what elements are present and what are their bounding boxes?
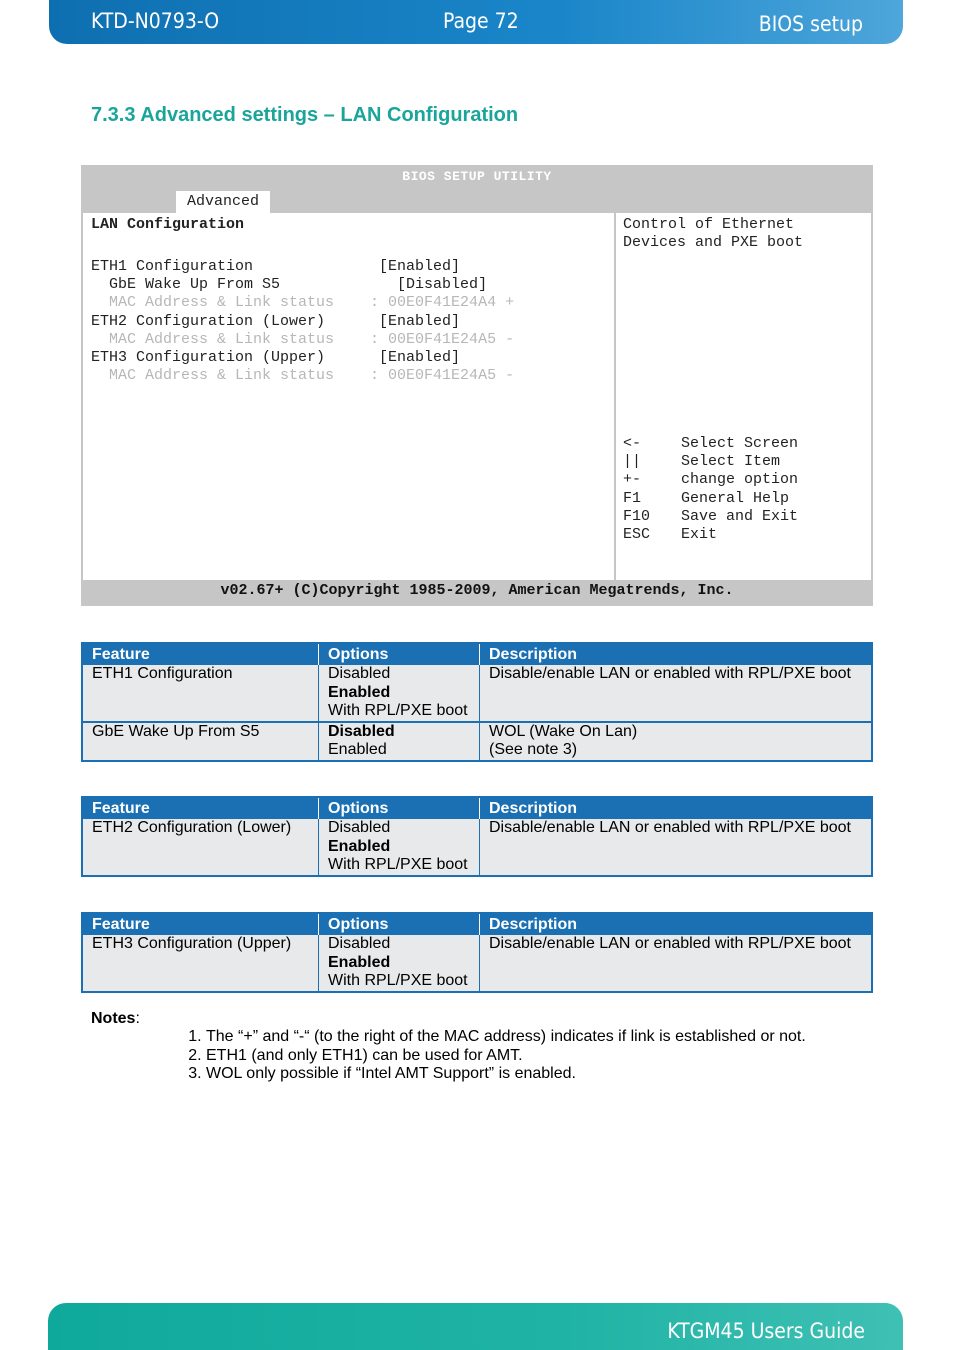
description-cell: [480, 722, 873, 761]
bios-settings-panel: [83, 213, 614, 580]
tab-advanced: Advanced: [176, 191, 270, 213]
page-header-bar: [49, 0, 903, 44]
page-footer-bar: [48, 1303, 903, 1350]
doc-id: KTD-N0793-O: [91, 9, 220, 33]
bios-setting-item[interactable]: ETH3 Configuration (Upper) [Enabled]: [91, 349, 461, 366]
bios-mac-status-line: MAC Address & Link status : 00E0F41E24A4 +: [91, 294, 515, 312]
default-option: Enabled: [328, 837, 391, 855]
feature-cell: ETH3 Configuration (Upper): [82, 935, 319, 992]
bios-setting-item[interactable]: GbE Wake Up From S5 [Disabled]: [91, 276, 488, 294]
feature-table: [81, 796, 873, 877]
table-row: [82, 722, 872, 761]
table-row: [82, 935, 872, 992]
column-header-description: Description: [480, 797, 873, 819]
key-description: Save and Exit: [681, 507, 799, 525]
default-option: Disabled: [328, 722, 395, 740]
key-label: ESC: [623, 526, 651, 543]
bios-mac-status-line: MAC Address & Link status : 00E0F41E24A5 -: [91, 330, 515, 348]
guide-title: KTGM45 Users Guide: [667, 1319, 865, 1343]
description-line: Disable/enable LAN or enabled with RPL/PXE boot: [489, 665, 851, 682]
section-title: 7.3.3 Advanced settings – LAN Configuration: [91, 104, 519, 126]
help-line: Control of Ethernet: [623, 216, 795, 233]
feature-table: [81, 642, 873, 762]
description-cell: [480, 819, 873, 876]
description-line: WOL (Wake On Lan): [489, 722, 638, 740]
column-header-options: Options: [319, 797, 480, 819]
description-line: Disable/enable LAN or enabled with RPL/PXE boot: [489, 935, 851, 952]
bios-screen: [81, 165, 873, 606]
key-description: General Help: [681, 489, 790, 507]
feature-cell: ETH1 Configuration: [82, 665, 319, 722]
column-header-options: Options: [319, 643, 480, 665]
option: With RPL/PXE boot: [328, 856, 468, 873]
key-label: +-: [623, 471, 642, 489]
key-description: Select Screen: [681, 435, 799, 452]
notes-list: [180, 1028, 806, 1084]
note-item: 1. The “+” and “-“ (to the right of the MAC address) indicates if link is established or not.: [206, 1028, 806, 1047]
column-header-feature: Feature: [82, 913, 319, 935]
option: Disabled: [328, 935, 391, 952]
key-label: F10: [623, 507, 651, 525]
bios-title: BIOS SETUP UTILITY: [402, 169, 552, 184]
bios-setting-item[interactable]: ETH1 Configuration [Enabled]: [91, 258, 461, 275]
bios-help-panel: [616, 213, 871, 580]
page-number: Page 72: [443, 9, 519, 33]
bios-heading: LAN Configuration: [91, 216, 245, 233]
bios-copyright: v02.67+ (C)Copyright 1985-2009, American Megatrends, Inc.: [220, 582, 734, 599]
feature-table: [81, 912, 873, 993]
description-line: (See note 3): [489, 741, 578, 758]
option: Enabled: [328, 741, 387, 758]
table-row: [82, 819, 872, 876]
option: Disabled: [328, 819, 391, 836]
notes-heading: Notes:: [91, 1010, 140, 1027]
column-header-feature: Feature: [82, 643, 319, 665]
options-cell: [319, 819, 480, 876]
feature-cell: ETH2 Configuration (Lower): [82, 819, 319, 876]
option: With RPL/PXE boot: [328, 972, 468, 989]
bios-setting-item[interactable]: ETH2 Configuration (Lower) [Enabled]: [91, 312, 461, 330]
default-option: Enabled: [328, 683, 391, 701]
bios-mac-status-line: MAC Address & Link status : 00E0F41E24A5 -: [91, 367, 515, 385]
options-cell: [319, 665, 480, 722]
key-label: F1: [623, 489, 642, 507]
option: With RPL/PXE boot: [328, 702, 468, 719]
table-row: [82, 665, 872, 722]
options-cell: [319, 722, 480, 761]
description-cell: [480, 665, 873, 722]
option: Disabled: [328, 665, 391, 682]
description-line: Disable/enable LAN or enabled with RPL/PXE boot: [489, 819, 851, 836]
column-header-feature: Feature: [82, 797, 319, 819]
key-description: change option: [681, 471, 799, 489]
column-header-options: Options: [319, 913, 480, 935]
section-name: BIOS setup: [758, 12, 863, 36]
note-item: 2. ETH1 (and only ETH1) can be used for AMT.: [206, 1047, 806, 1066]
column-header-description: Description: [480, 913, 873, 935]
key-label: <-: [623, 435, 642, 452]
key-label: ||: [623, 453, 642, 471]
key-description: Exit: [681, 526, 718, 543]
help-line: Devices and PXE boot: [623, 234, 804, 251]
column-header-description: Description: [480, 643, 873, 665]
feature-cell: GbE Wake Up From S5: [82, 722, 319, 761]
note-item: 3. WOL only possible if “Intel AMT Support” is enabled.: [206, 1065, 806, 1084]
options-cell: [319, 935, 480, 992]
description-cell: [480, 935, 873, 992]
key-description: Select Item: [681, 453, 781, 471]
default-option: Enabled: [328, 953, 391, 971]
